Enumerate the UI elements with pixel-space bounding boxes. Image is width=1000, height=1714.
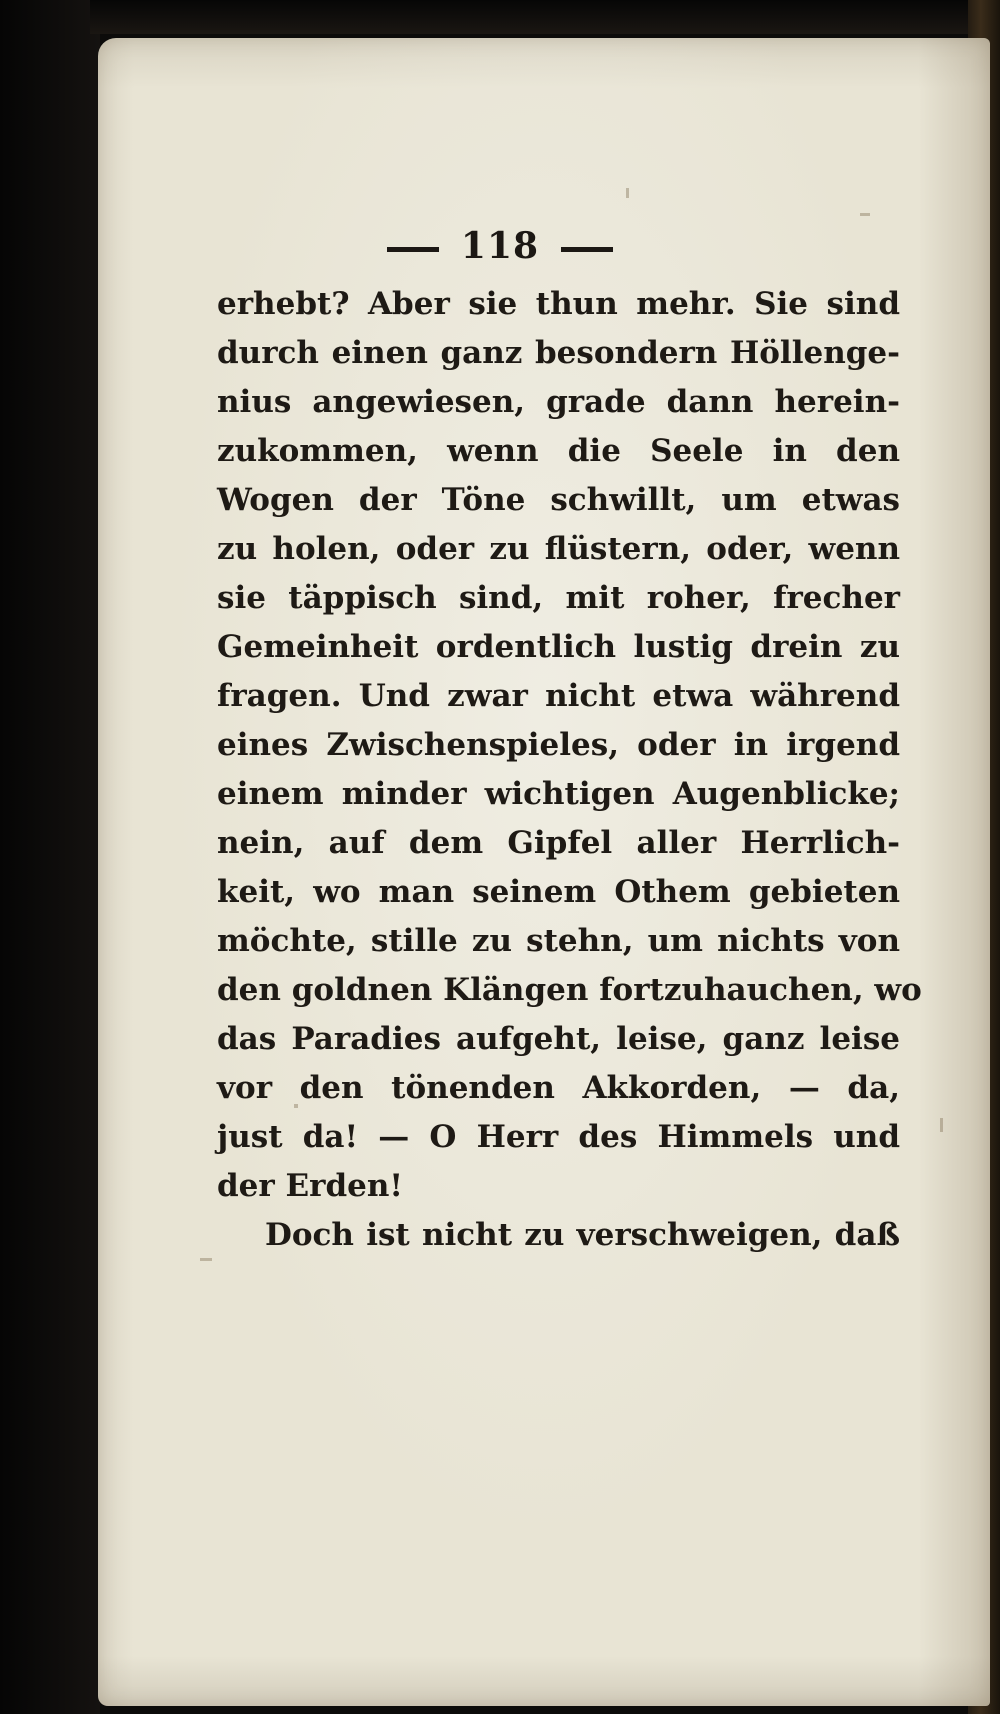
text-line: zu holen, oder zu flüstern, oder, wenn: [217, 531, 900, 567]
text-line: Gemeinheit ordentlich lustig drein zu: [217, 629, 900, 665]
paper-speck: [200, 1258, 212, 1261]
text-line: der Erden!: [217, 1168, 404, 1204]
book-top-edge: [90, 0, 1000, 34]
text-line: den goldnen Klängen fortzuhauchen, wo: [217, 972, 922, 1008]
header-dash-right: [561, 247, 613, 252]
text-line: nein, auf dem Gipfel aller Herrlich-: [217, 825, 900, 861]
page-number: 118: [460, 225, 540, 267]
paper-speck: [860, 213, 870, 216]
text-line: durch einen ganz besondern Höllenge-: [217, 335, 900, 371]
paper-speck: [940, 1118, 943, 1132]
text-line: möchte, stille zu stehn, um nichts von: [217, 923, 900, 959]
text-line: keit, wo man seinem Othem gebieten: [217, 874, 900, 910]
text-line: just da! — O Herr des Himmels und: [217, 1119, 900, 1155]
text-line: fragen. Und zwar nicht etwa während: [217, 678, 900, 714]
text-line: nius angewiesen, grade dann herein-: [217, 384, 900, 420]
text-line: vor den tönenden Akkorden, — da,: [217, 1070, 900, 1106]
text-line: eines Zwischenspieles, oder in irgend: [217, 727, 900, 763]
text-line: Wogen der Töne schwillt, um etwas: [217, 482, 900, 518]
text-line: zukommen, wenn die Seele in den: [217, 433, 900, 469]
text-line: das Paradies aufgeht, leise, ganz leise: [217, 1021, 900, 1057]
body-text: [217, 280, 922, 1260]
text-line: einem minder wichtigen Augenblicke;: [217, 776, 900, 812]
text-line: sie täppisch sind, mit roher, frecher: [217, 580, 900, 616]
header-dash-left: [387, 247, 439, 252]
page-header: [0, 225, 1000, 267]
text-line-paragraph-start: Doch ist nicht zu verschweigen, daß: [265, 1217, 900, 1253]
text-line: erhebt? Aber sie thun mehr. Sie sind: [217, 286, 900, 322]
paper-speck: [626, 188, 629, 198]
